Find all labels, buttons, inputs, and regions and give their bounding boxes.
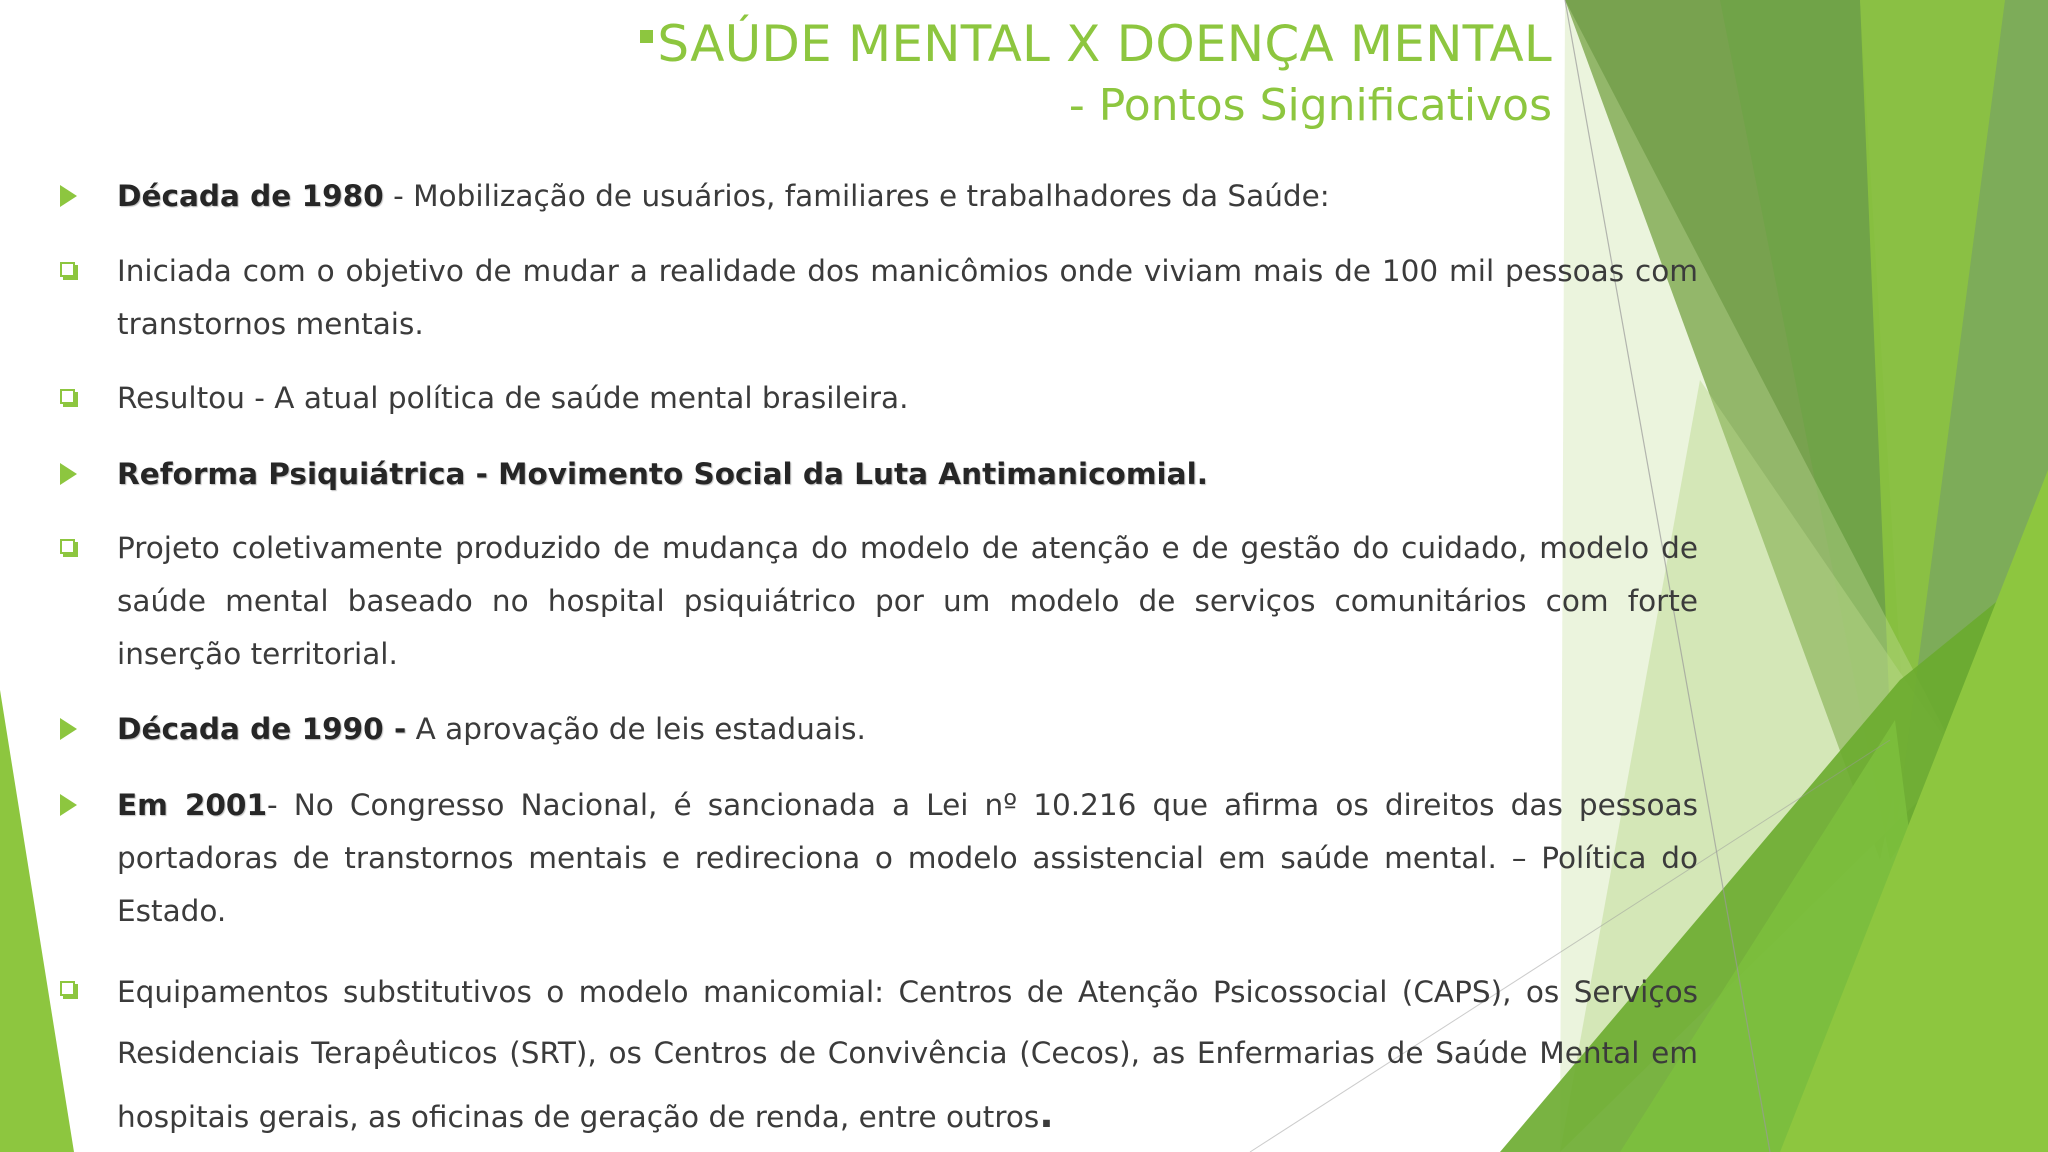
item-text: Equipamentos substitutivos o modelo manicomial: Centros de Atenção Psicossocial (CAPS), os Serviços Residenciais Terapêuticos (SRT), os Centros de Convivência (Cecos), as Enfermarias de Saúde Mental em hospitais gerais, as oficinas de geração de renda, entre outros xyxy=(117,975,1698,1134)
title-square-bullet-icon xyxy=(640,30,653,43)
sub-item-iniciada xyxy=(60,245,1698,351)
item-text: Resultou - A atual política de saúde mental brasileira. xyxy=(117,381,909,415)
bullet-item-2001 xyxy=(60,779,1698,938)
item-text: A aprovação de leis estaduais. xyxy=(406,712,866,746)
item-end-dot: . xyxy=(1039,1092,1054,1136)
triangle-arrow-icon xyxy=(60,463,77,485)
sub-item-resultou xyxy=(60,372,1698,425)
bold-lead: Década de 1980 xyxy=(117,179,384,213)
checkbox-square-icon xyxy=(60,539,75,554)
slide-title-block xyxy=(560,14,1552,136)
triangle-arrow-icon xyxy=(60,794,77,816)
slide-subtitle: - Pontos Significativos xyxy=(1068,80,1552,131)
item-text: Projeto coletivamente produzido de mudança do modelo de atenção e de gestão do cuidado, modelo de saúde mental baseado no hospital psiquiátrico por um modelo de serviços comunitários com forte inserção territorial. xyxy=(117,531,1698,671)
item-text: - Mobilização de usuários, familiares e trabalhadores da Saúde: xyxy=(383,179,1330,213)
sub-item-equipamentos xyxy=(60,962,1698,1148)
bullet-item-1990 xyxy=(60,703,1698,756)
checkbox-square-icon xyxy=(60,389,75,404)
triangle-arrow-icon xyxy=(60,185,77,207)
bullet-item-1980 xyxy=(60,170,1698,223)
checkbox-square-icon xyxy=(60,981,75,996)
checkbox-square-icon xyxy=(60,262,75,277)
item-text: - No Congresso Nacional, é sancionada a Lei nº 10.216 que afirma os direitos das pessoas portadoras de transtornos mentais e redireciona o modelo assistencial em saúde mental. – Política do Estado. xyxy=(117,788,1698,928)
triangle-arrow-icon xyxy=(60,718,77,740)
bold-lead: Reforma Psiquiátrica - Movimento Social da Luta Antimanicomial. xyxy=(117,457,1208,491)
bold-lead: Em 2001 xyxy=(117,788,267,822)
bullet-list xyxy=(60,170,1698,1148)
slide-title: SAÚDE MENTAL X DOENÇA MENTAL xyxy=(657,15,1552,73)
bold-lead: Década de 1990 - xyxy=(117,712,407,746)
sub-item-projeto xyxy=(60,522,1698,681)
bullet-item-reforma xyxy=(60,448,1698,501)
item-text: Iniciada com o objetivo de mudar a realidade dos manicômios onde viviam mais de 100 mil pessoas com transtornos mentais. xyxy=(117,254,1698,341)
